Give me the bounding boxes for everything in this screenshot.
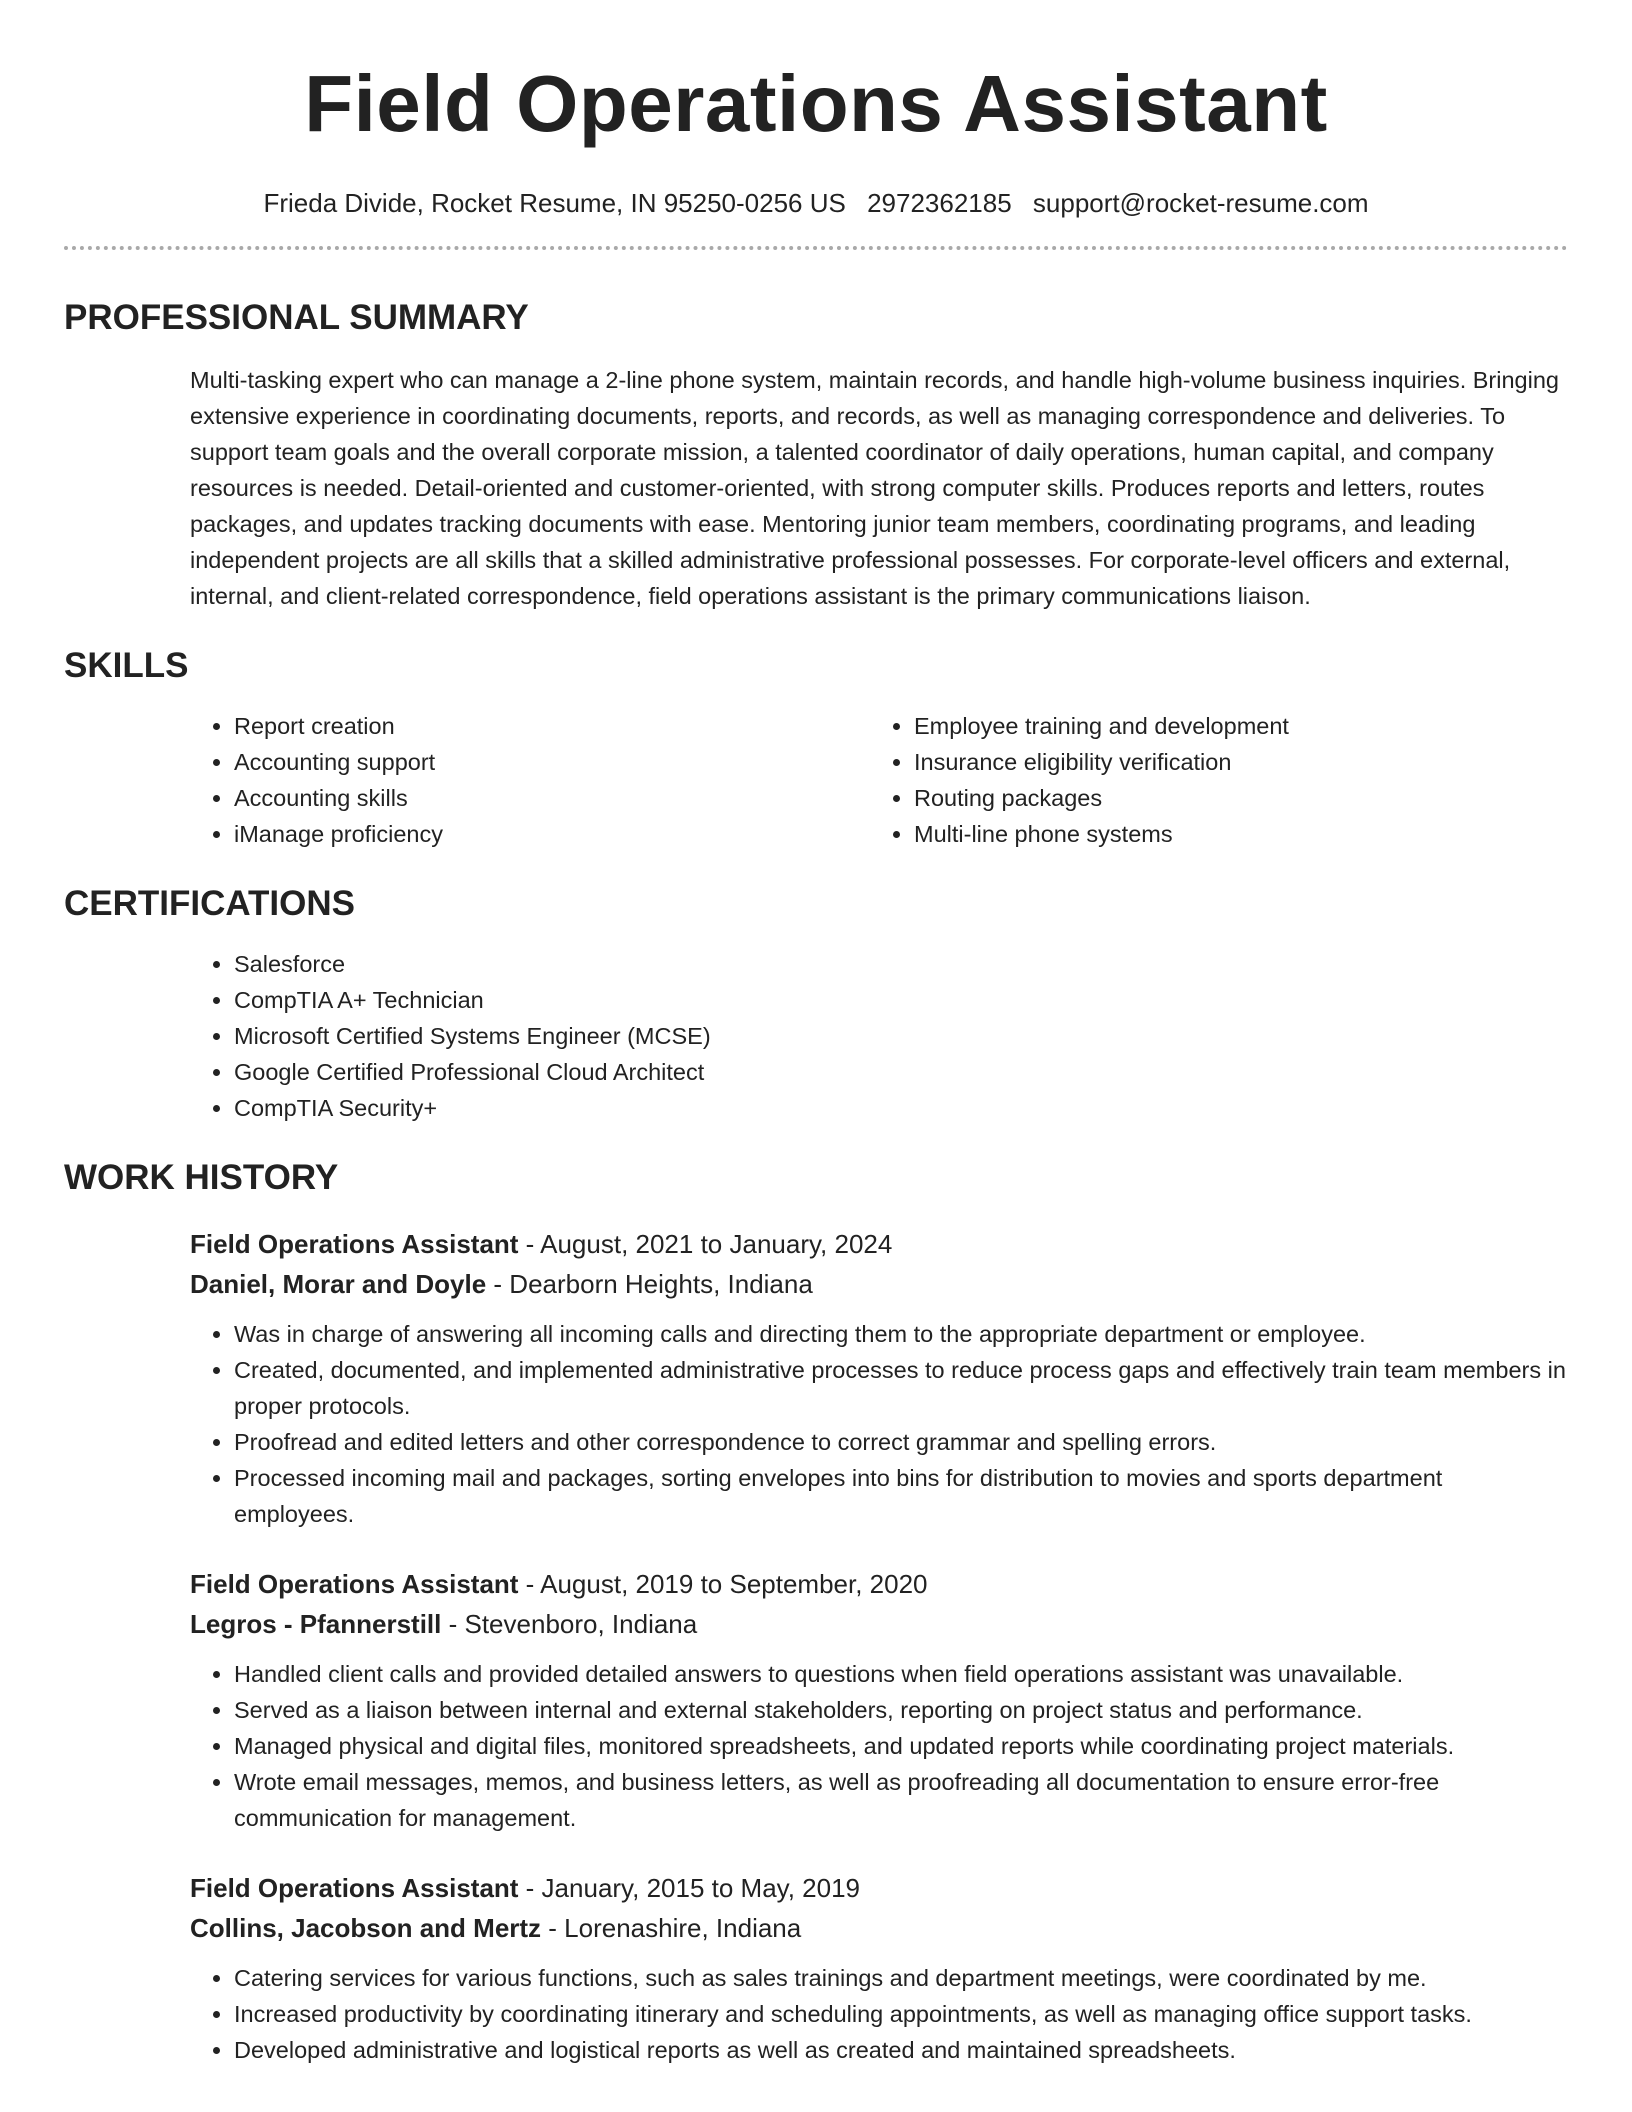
- summary-text: Multi-tasking expert who can manage a 2-line phone system, maintain records, and handle high-volume business inquiries. Bringing extensive experience in coordinating documents, reports, and records, as well as managing correspondence and deliveries. To support team goals and the overall corporate mission, a talented coordinator of daily operations, human capital, and company resources is needed. Detail-oriented and customer-oriented, with strong computer skills. Produces reports and letters, routes packages, and updates tracking documents with ease. Mentoring junior team members, coordinating programs, and leading independent projects are all skills that a skilled administrative professional possesses. For corporate-level officers and external, internal, and client-related correspondence, field operations assistant is the primary communications liaison.: [190, 367, 1559, 609]
- skill-item: • Insurance eligibility verification: [914, 744, 1550, 780]
- job-dates: - August, 2021 to January, 2024: [518, 1229, 893, 1259]
- job-bullets: [190, 1656, 1568, 1836]
- job-bullet: • Created, documented, and implemented administrative processes to reduce process gaps and effectively train team members in proper protocols.: [234, 1352, 1568, 1424]
- job-bullet: • Managed physical and digital files, monitored spreadsheets, and updated reports while coordinating project materials.: [234, 1728, 1568, 1764]
- job-bullet: • Catering services for various functions, such as sales trainings and department meetings, were coordinated by me.: [234, 1960, 1568, 1996]
- job-bullet: • Wrote email messages, memos, and business letters, as well as proofreading all documentation to ensure error-free communication for management.: [234, 1764, 1568, 1836]
- work-history-heading: WORK HISTORY: [64, 1158, 339, 1197]
- job-title-line: [190, 1868, 1568, 1908]
- certification-item: • Google Certified Professional Cloud Architect: [234, 1054, 1568, 1090]
- job-company-line: [190, 1604, 1568, 1644]
- job-title-line: [190, 1224, 1568, 1264]
- contact-info: [64, 186, 1568, 220]
- job-bullet: • Served as a liaison between internal and external stakeholders, reporting on project status and performance.: [234, 1692, 1568, 1728]
- skill-item: • Employee training and development: [914, 708, 1550, 744]
- skill-item: • Accounting skills: [234, 780, 870, 816]
- job-location: - Dearborn Heights, Indiana: [486, 1269, 813, 1299]
- job-company-line: [190, 1264, 1568, 1304]
- certification-item: • CompTIA Security+: [234, 1090, 1568, 1126]
- job-entry: [190, 1224, 1568, 1532]
- certifications-heading: CERTIFICATIONS: [64, 884, 356, 923]
- certification-item: • Microsoft Certified Systems Engineer (MCSE): [234, 1018, 1568, 1054]
- job-title: Field Operations Assistant: [190, 1229, 519, 1259]
- job-bullet: • Was in charge of answering all incoming calls and directing them to the appropriate department or employee.: [234, 1316, 1568, 1352]
- skill-item: • Report creation: [234, 708, 870, 744]
- job-title: Field Operations Assistant: [190, 1569, 519, 1599]
- job-company-line: [190, 1908, 1568, 1948]
- job-bullet: • Processed incoming mail and packages, sorting envelopes into bins for distribution to movies and sports department employees.: [234, 1460, 1568, 1532]
- skills-column-left: [190, 708, 870, 852]
- job-bullet: • Proofread and edited letters and other correspondence to correct grammar and spelling errors.: [234, 1424, 1568, 1460]
- job-company: Collins, Jacobson and Mertz: [190, 1913, 542, 1943]
- skill-item: • Routing packages: [914, 780, 1550, 816]
- certifications-list: [190, 946, 1568, 1126]
- job-entry: [190, 1564, 1568, 1836]
- header-divider: [64, 246, 1568, 250]
- job-dates: - January, 2015 to May, 2019: [518, 1873, 861, 1903]
- skill-item: • iManage proficiency: [234, 816, 870, 852]
- job-bullets: [190, 1960, 1568, 2068]
- job-bullet: • Developed administrative and logistical reports as well as created and maintained spreadsheets.: [234, 2032, 1568, 2068]
- job-location: - Stevenboro, Indiana: [441, 1609, 698, 1639]
- resume-name: Field Operations Assistant: [304, 59, 1328, 148]
- summary-heading: PROFESSIONAL SUMMARY: [64, 298, 529, 337]
- job-company: Daniel, Morar and Doyle: [190, 1269, 487, 1299]
- job-entry: [190, 1868, 1568, 2068]
- skill-item: • Accounting support: [234, 744, 870, 780]
- skills-list-right: [870, 708, 1550, 852]
- job-company: Legros - Pfannerstill: [190, 1609, 442, 1639]
- contact-address: Frieda Divide, Rocket Resume, IN 95250-0256 US: [263, 188, 846, 218]
- certification-item: • Salesforce: [234, 946, 1568, 982]
- skills-heading: SKILLS: [64, 646, 189, 685]
- job-bullet: • Handled client calls and provided detailed answers to questions when field operations assistant was unavailable.: [234, 1656, 1568, 1692]
- skills-grid: [190, 708, 1568, 852]
- contact-email: support@rocket-resume.com: [1032, 188, 1369, 218]
- certifications-block: [190, 946, 1568, 1126]
- skills-column-right: [870, 708, 1550, 852]
- skills-list-left: [190, 708, 870, 852]
- job-title: Field Operations Assistant: [190, 1873, 519, 1903]
- skill-item: • Multi-line phone systems: [914, 816, 1550, 852]
- job-bullet: • Increased productivity by coordinating itinerary and scheduling appointments, as well as managing office support tasks.: [234, 1996, 1568, 2032]
- job-dates: - August, 2019 to September, 2020: [518, 1569, 928, 1599]
- job-bullets: [190, 1316, 1568, 1532]
- job-title-line: [190, 1564, 1568, 1604]
- certification-item: • CompTIA A+ Technician: [234, 982, 1568, 1018]
- job-location: - Lorenashire, Indiana: [541, 1913, 802, 1943]
- contact-phone: 2972362185: [867, 188, 1012, 218]
